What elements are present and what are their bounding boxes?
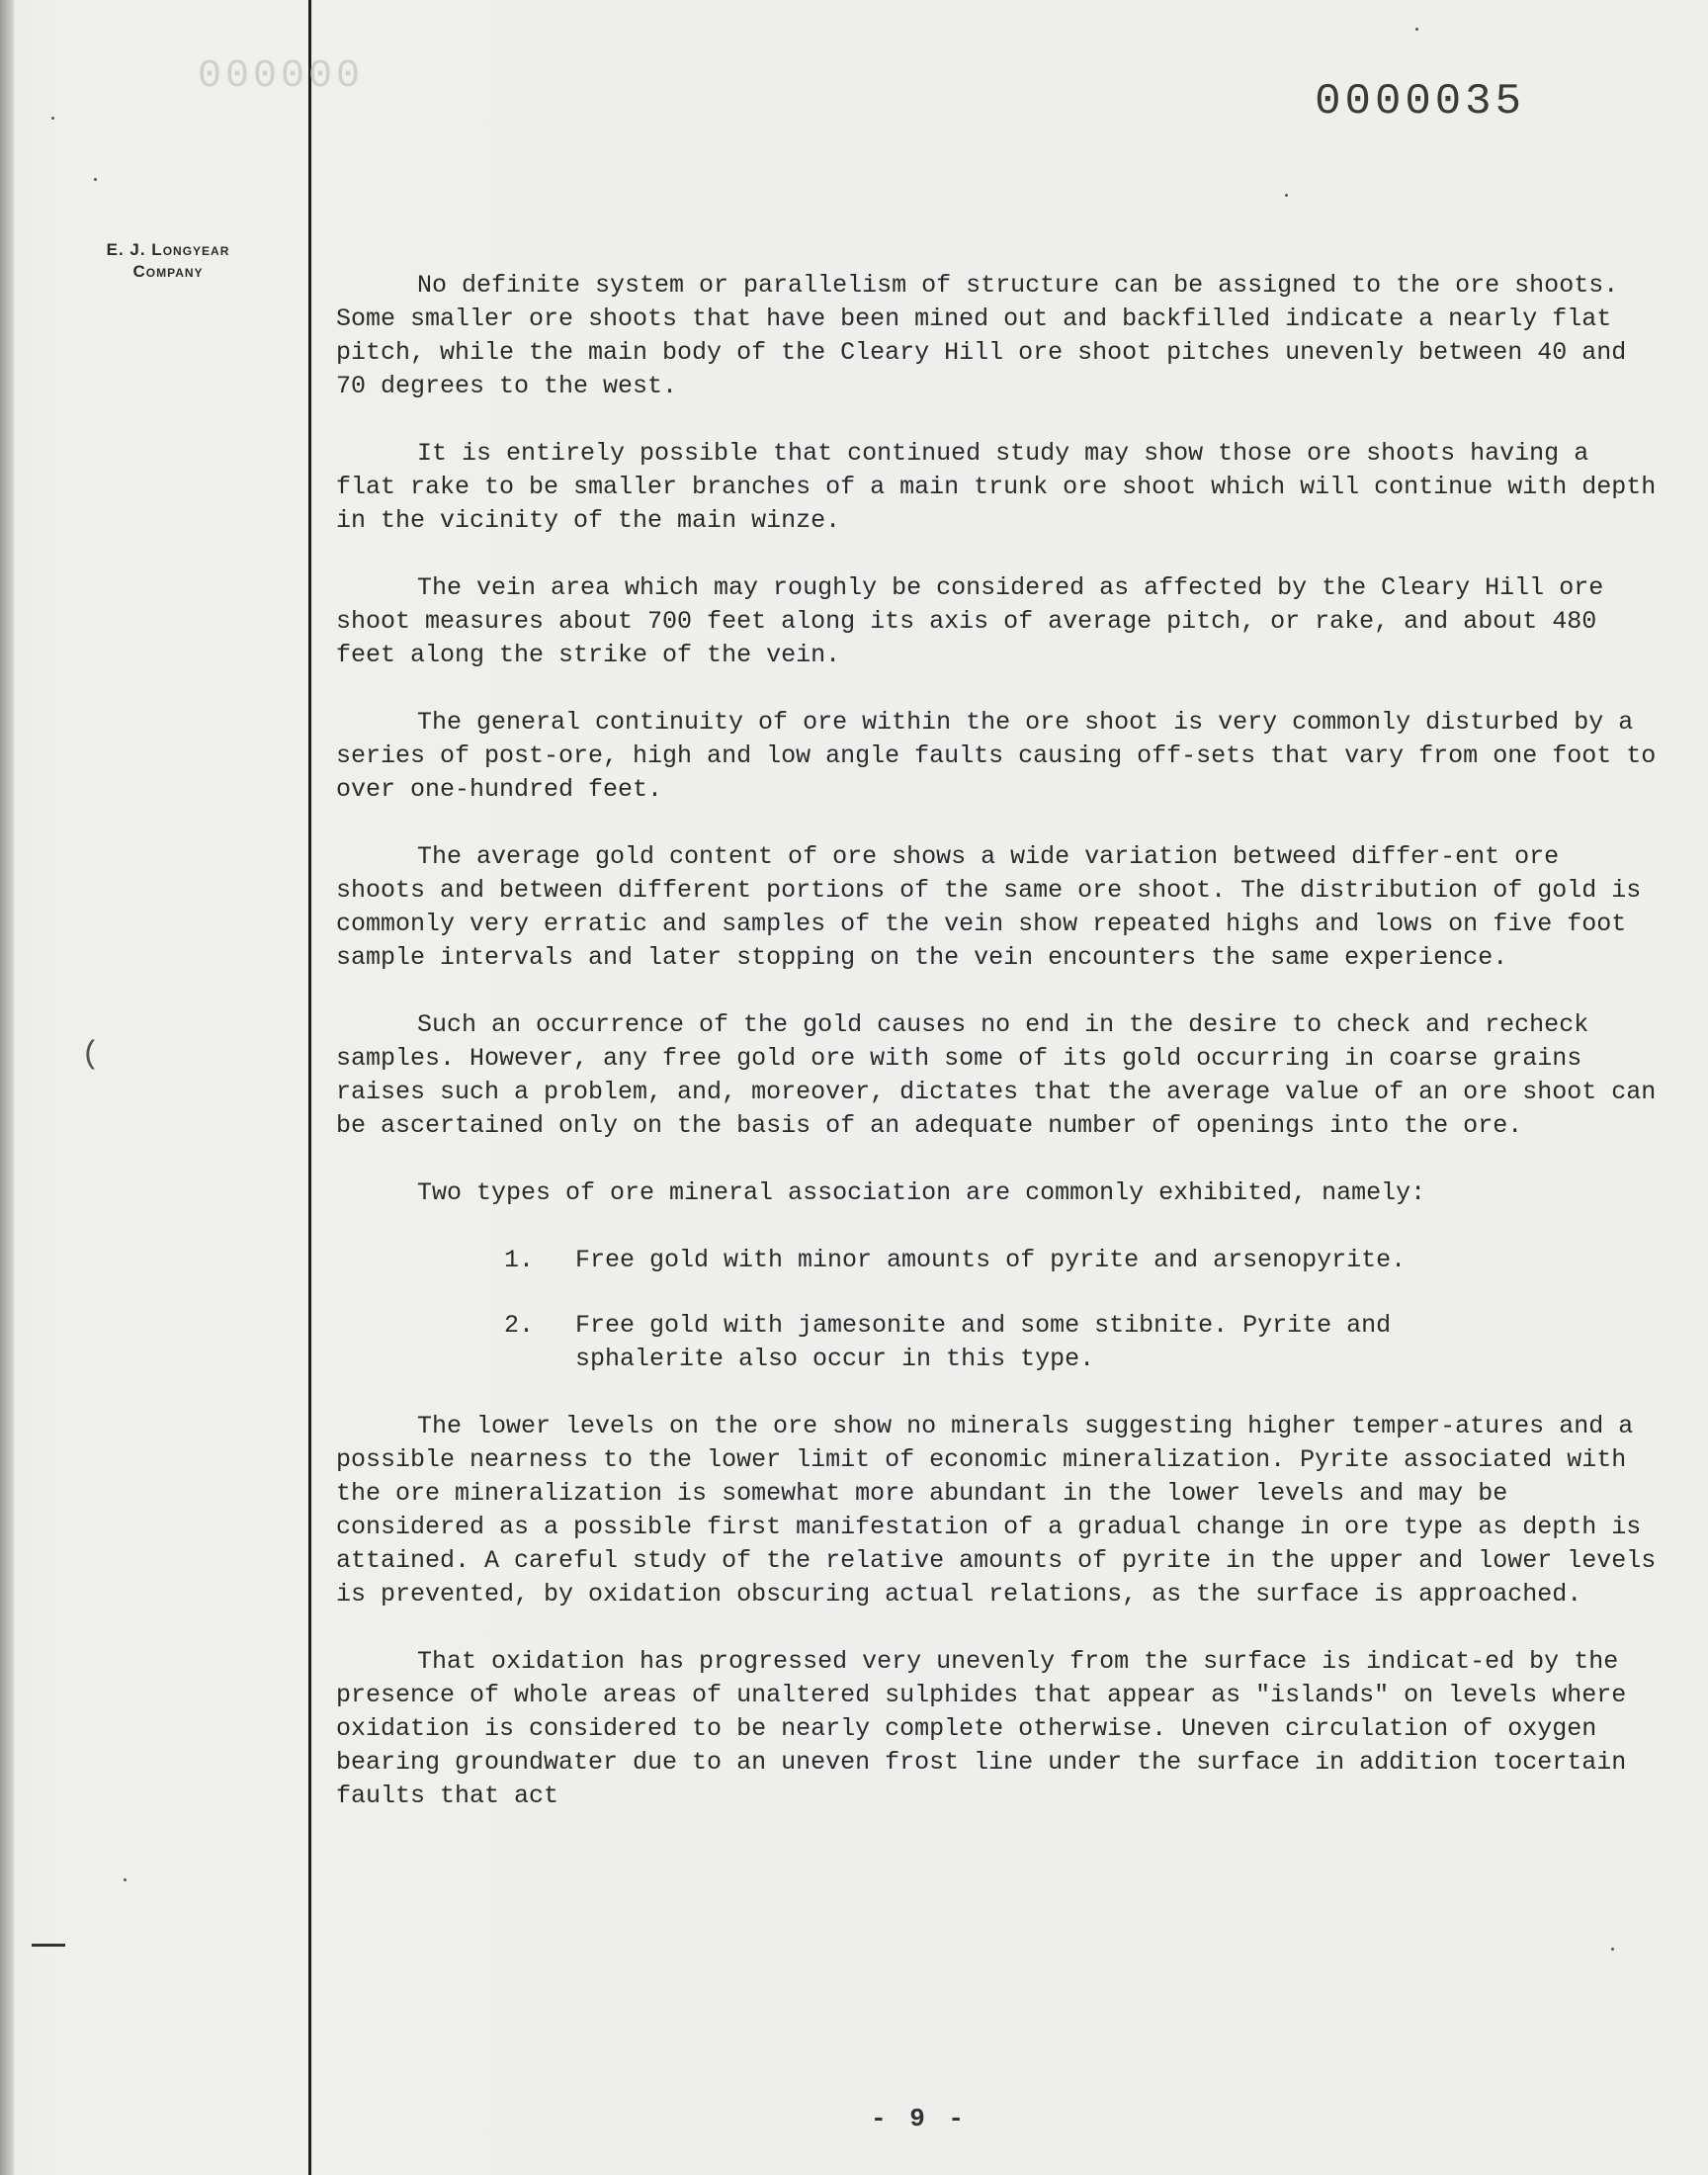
ghost-document-number: 000000	[198, 54, 365, 99]
scan-speck	[51, 117, 54, 120]
scan-speck	[1285, 194, 1288, 197]
paragraph: That oxidation has progressed very unevenly from the surface is indicat-ed by the presence of whole areas of unaltered sulphides that appear as "islands" on levels where oxidation is considered to be nearly complete otherwise. Uneven circulation of oxygen bearing groundwater due to an uneven frost line under the surface in addition tocertain faults that act	[336, 1647, 1627, 1810]
document-number: 0000035	[1315, 77, 1525, 127]
margin-tick	[32, 1944, 65, 1947]
paragraph: No definite system or parallelism of structure can be assigned to the ore shoots. Some smaller ore shoots that have been mined out and backfilled indicate a nearly flat pitch, while the main body of the Cleary Hill ore shoot pitches unevenly between 40 and 70 degrees to the west.	[336, 271, 1627, 400]
paragraph: The average gold content of ore shows a wide variation betweed differ-ent ore shoots and between different portions of the same ore shoot. The distribution of gold is commonly very erratic and samples of the vein show repeated highs and lows on five foot sample intervals and later stopping on the vein encounters the same experience.	[336, 842, 1642, 972]
company-name-line1: E. J. Longyear	[106, 240, 230, 259]
paragraph: Such an occurrence of the gold causes no end in the desire to check and recheck samples. However, any free gold ore with some of its gold occurring in coarse grains raises such a problem, and, moreover, dictates that the average value of an ore shoot can be ascertained only on the basis of an adequate number of openings into the ore.	[336, 1010, 1657, 1140]
list-item	[336, 1309, 1661, 1376]
scan-speck	[1611, 1948, 1614, 1951]
page-number: - 9 -	[870, 2104, 968, 2133]
body-text	[336, 269, 1661, 1847]
list-item-number: 1.	[504, 1246, 535, 1274]
list-item-text: Free gold with minor amounts of pyrite and arsenopyrite.	[575, 1246, 1407, 1274]
paragraph: The vein area which may roughly be considered as affected by the Cleary Hill ore shoot measures about 700 feet along its axis of average pitch, or rake, and about 480 feet along the strike of the vein.	[336, 573, 1604, 669]
paragraph: The lower levels on the ore show no minerals suggesting higher temper-atures and a possible nearness to the lower limit of economic mineralization. Pyrite associated with the ore mineralization is somewhat more abundant in the lower levels and may be considered as a possible first manifestation of a gradual change in ore type as depth is attained. A careful study of the relative amounts of pyrite in the upper and lower levels is prevented, by oxidation obscuring actual relations, as the surface is approached.	[336, 1412, 1657, 1609]
paragraph: It is entirely possible that continued study may show those ore shoots having a flat rake to be smaller branches of a main trunk ore shoot which will continue with depth in the vicinity of the main winze.	[336, 439, 1657, 535]
scan-speck	[94, 178, 97, 181]
scan-speck	[1415, 28, 1418, 31]
paragraph: The general continuity of ore within the ore shoot is very commonly disturbed by a series of post-ore, high and low angle faults causing off-sets that vary from one foot to over one-hundred feet.	[336, 708, 1657, 804]
company-name-line2: Company	[132, 262, 204, 281]
margin-rule	[308, 0, 311, 2175]
scan-edge	[0, 0, 14, 2175]
list-item	[336, 1244, 1661, 1277]
list-item-text: Free gold with jamesonite and some stibnite. Pyrite and sphalerite also occur in this type.	[575, 1311, 1392, 1373]
company-letterhead	[59, 239, 277, 283]
mineral-association-list	[336, 1244, 1661, 1376]
scan-speck	[124, 1878, 127, 1881]
list-item-number: 2.	[504, 1311, 535, 1340]
margin-mark: (	[81, 1036, 101, 1073]
paragraph: Two types of ore mineral association are commonly exhibited, namely:	[417, 1178, 1426, 1207]
